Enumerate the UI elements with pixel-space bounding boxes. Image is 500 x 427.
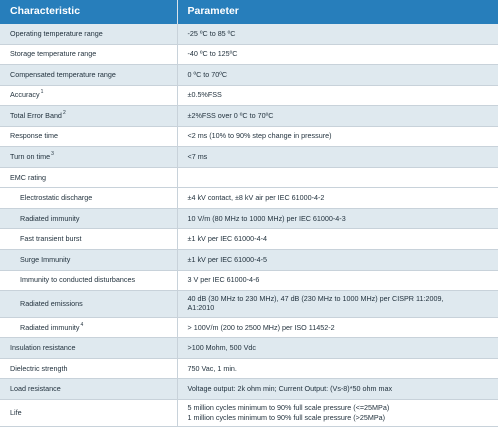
parameter-cell: Voltage output: 2k ohm min; Current Output: (Vs-8)*50 ohm max — [177, 379, 498, 400]
parameter-cell — [177, 291, 498, 318]
table-row-turn-on-time — [0, 147, 498, 168]
table-row-storage-temperature — [0, 44, 498, 65]
characteristic-cell: Insulation resistance — [0, 338, 177, 359]
table-row-load-resistance — [0, 379, 498, 400]
characteristic-column-header: Characteristic — [0, 0, 177, 24]
parameter-column-header: Parameter — [177, 0, 498, 24]
table-row-life — [0, 400, 498, 427]
footnote-marker: 2 — [62, 109, 66, 116]
characteristic-cell: Response time — [0, 126, 177, 147]
characteristic-cell: Electrostatic discharge — [0, 188, 177, 209]
characteristic-cell: Load resistance — [0, 379, 177, 400]
characteristic-cell: Radiated immunity — [0, 208, 177, 229]
parameter-cell: ±1 kV per IEC 61000-4-4 — [177, 229, 498, 250]
parameter-cell: ±1 kV per IEC 61000-4-5 — [177, 250, 498, 271]
characteristic-cell: Immunity to conducted disturbances — [0, 270, 177, 291]
characteristic-label: Radiated immunity — [20, 322, 80, 332]
footnote-marker: 1 — [40, 89, 44, 96]
parameter-cell: ±4 kV contact, ±8 kV air per IEC 61000-4-2 — [177, 188, 498, 209]
table-row-total-error-band — [0, 106, 498, 127]
table-row-insulation-resistance — [0, 338, 498, 359]
characteristic-cell — [0, 106, 177, 127]
parameter-line: A1:2010 — [187, 303, 215, 313]
table-row-operating-temperature — [0, 24, 498, 44]
parameter-cell: 0 ºC to 70ºC — [177, 65, 498, 86]
characteristic-label: Total Error Band — [10, 110, 62, 120]
table-row-electrostatic-discharge — [0, 188, 498, 209]
table-header-row — [0, 0, 498, 24]
characteristic-cell: Radiated emissions — [0, 291, 177, 318]
table-row-radiated-immunity — [0, 208, 498, 229]
parameter-cell — [177, 400, 498, 427]
characteristic-cell — [0, 317, 177, 338]
parameter-cell: 750 Vac, 1 min. — [177, 358, 498, 379]
characteristic-label: Accuracy — [10, 90, 40, 100]
parameter-cell: > 100V/m (200 to 2500 MHz) per ISO 11452-2 — [177, 317, 498, 338]
characteristic-cell — [0, 85, 177, 106]
parameter-cell: <7 ms — [177, 147, 498, 168]
characteristic-cell — [0, 147, 177, 168]
characteristic-cell: Life — [0, 400, 177, 427]
characteristic-cell: Dielectric strength — [0, 358, 177, 379]
parameter-cell: 10 V/m (80 MHz to 1000 MHz) per IEC 61000-4-3 — [177, 208, 498, 229]
parameter-cell: ±0.5%FSS — [177, 85, 498, 106]
parameter-line: 5 million cycles minimum to 90% full scale pressure (<=25MPa) — [187, 403, 390, 413]
footnote-marker: 3 — [51, 151, 54, 158]
characteristic-label: Turn on time — [10, 152, 51, 162]
parameter-cell: >100 Mohm, 500 Vdc — [177, 338, 498, 359]
table-row-conducted-disturbances — [0, 270, 498, 291]
table-row-response-time — [0, 126, 498, 147]
parameter-cell: <2 ms (10% to 90% step change in pressure) — [177, 126, 498, 147]
characteristic-cell: Fast transient burst — [0, 229, 177, 250]
table-row-surge-immunity — [0, 250, 498, 271]
parameter-cell: -40 ºC to 125ºC — [177, 44, 498, 65]
characteristic-cell: Operating temperature range — [0, 24, 177, 44]
parameter-cell: -25 ºC to 85 ºC — [177, 24, 498, 44]
parameter-line: 40 dB (30 MHz to 230 MHz), 47 dB (230 MHz to 1000 MHz) per CISPR 11:2009, — [187, 294, 444, 304]
characteristic-cell: Storage temperature range — [0, 44, 177, 65]
characteristic-cell: Compensated temperature range — [0, 65, 177, 86]
parameter-line: 1 million cycles minimum to 90% full scale pressure (>25MPa) — [187, 412, 386, 422]
parameter-cell: ±2%FSS over 0 ºC to 70ºC — [177, 106, 498, 127]
parameter-cell: 3 V per IEC 61000-4-6 — [177, 270, 498, 291]
table-row-emc-rating — [0, 167, 498, 188]
characteristic-cell: EMC rating — [0, 167, 177, 188]
table-row-compensated-temperature — [0, 65, 498, 86]
table-row-fast-transient-burst — [0, 229, 498, 250]
footnote-marker: 4 — [80, 321, 84, 328]
table-row-radiated-immunity-iso — [0, 317, 498, 338]
table-row-dielectric-strength — [0, 358, 498, 379]
table-row-accuracy — [0, 85, 498, 106]
table-row-radiated-emissions — [0, 291, 498, 318]
characteristic-cell: Surge Immunity — [0, 250, 177, 271]
parameter-cell — [177, 167, 498, 188]
